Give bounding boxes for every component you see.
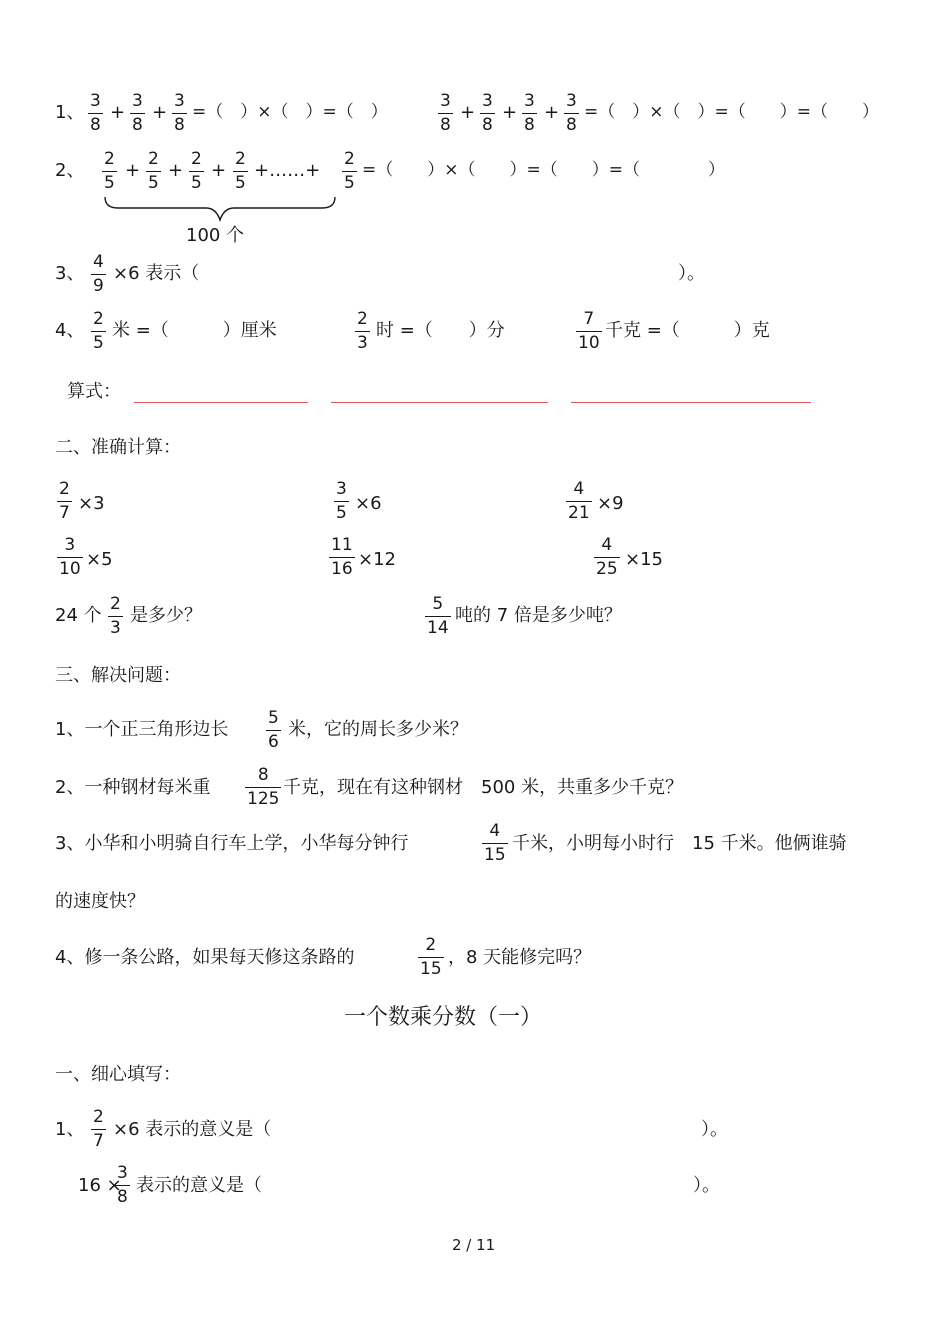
fraction: $\frac{7}{10}$ <box>578 309 600 353</box>
s4-q1-close: ）。 <box>701 1119 728 1140</box>
plus-sign: + <box>211 160 227 181</box>
q3-text: ×6 表示（ <box>113 263 200 284</box>
problem-2-pre: 2、一种钢材每米重 <box>55 777 211 798</box>
problem-4-post: ，8 天能修完吗？ <box>448 947 592 968</box>
q-a-post: 是多少？ <box>130 605 202 626</box>
fraction: $\frac{3}{8}$ <box>566 91 577 135</box>
fraction: $\frac{8}{125}$ <box>247 765 280 809</box>
fraction: $\frac{3}{5}$ <box>336 479 347 523</box>
q2-index: 2、 <box>55 160 85 181</box>
problem-1-post: 米，它的周长多少米？ <box>288 719 468 740</box>
q1-answer-blanks-2: =（ ）×（ ）=（ ）=（ ） <box>584 102 879 122</box>
plus-sign: + <box>502 102 518 123</box>
plus-sign: + <box>168 160 184 181</box>
fraction: $\frac{4}{25}$ <box>596 535 618 579</box>
fraction: $\frac{5}{14}$ <box>427 594 449 638</box>
problem-3-pre: 3、小华和小明骑自行车上学，小华每分钟行 <box>55 833 409 854</box>
ellipsis-plus: +……+ <box>254 160 321 181</box>
fraction: $\frac{3}{8}$ <box>174 91 185 135</box>
fraction: $\frac{3}{8}$ <box>117 1163 128 1207</box>
plus-sign: + <box>125 160 141 181</box>
fraction: $\frac{2}{5}$ <box>344 149 355 193</box>
section4-heading: 一、细心填写： <box>55 1064 181 1085</box>
fraction: $\frac{2}{5}$ <box>93 309 104 353</box>
lesson-title: 一个数乘分数（一） <box>344 1005 543 1030</box>
s4-q1-text: ×6 表示的意义是（ <box>113 1119 272 1140</box>
problem-3-post: 千米，小明每小时行 15 千米。他俩谁骑 <box>512 833 847 854</box>
problem-1-pre: 1、一个正三角形边长 <box>55 719 229 740</box>
q4-index: 4、 <box>55 320 85 341</box>
calc-operator: ×15 <box>625 549 663 570</box>
problem-2-post: 千克，现在有这种钢材 500 米，共重多少千克？ <box>283 777 684 798</box>
fraction: $\frac{3}{8}$ <box>440 91 451 135</box>
fraction: $\frac{2}{5}$ <box>148 149 159 193</box>
fraction: $\frac{2}{5}$ <box>104 149 115 193</box>
fraction: $\frac{2}{5}$ <box>191 149 202 193</box>
fraction: $\frac{2}{7}$ <box>93 1107 104 1151</box>
problem-4-pre: 4、修一条公路，如果每天修这条路的 <box>55 947 355 968</box>
plus-sign: + <box>152 102 168 123</box>
s4-q1-index: 1、 <box>55 1119 85 1140</box>
fraction: $\frac{3}{8}$ <box>90 91 101 135</box>
q4-text-2: 时 =（ ）分 <box>376 320 505 341</box>
fraction: $\frac{2}{7}$ <box>59 479 70 523</box>
underbrace-icon <box>104 196 336 224</box>
problem-3-line2: 的速度快？ <box>55 891 145 912</box>
fraction: $\frac{2}{3}$ <box>357 309 368 353</box>
answer-line <box>571 402 811 403</box>
calc-operator: ×12 <box>358 549 396 570</box>
formula-label: 算式： <box>67 381 121 402</box>
q1-answer-blanks: =（ ）×（ ）=（ ） <box>192 102 388 122</box>
q4-text-3: 千克 =（ ）克 <box>605 320 770 341</box>
q1-index: 1、 <box>55 102 85 123</box>
fraction: $\frac{2}{5}$ <box>235 149 246 193</box>
plus-sign: + <box>544 102 560 123</box>
s4-q1b-text: 表示的意义是（ <box>136 1175 262 1196</box>
calc-operator: ×9 <box>597 493 624 514</box>
fraction: $\frac{3}{8}$ <box>482 91 493 135</box>
q-a-pre: 24 个 <box>55 605 102 626</box>
q-b-post: 吨的 7 倍是多少吨？ <box>455 605 622 626</box>
fraction: $\frac{4}{15}$ <box>484 821 506 865</box>
plus-sign: + <box>110 102 126 123</box>
fraction: $\frac{5}{6}$ <box>268 708 279 752</box>
s4-q1b-close: ）。 <box>693 1175 720 1196</box>
fraction: $\frac{3}{8}$ <box>524 91 535 135</box>
q2-answer-blanks: =（ ）×（ ）=（ ）=（ ） <box>362 160 725 180</box>
s4-q1b-pre: 16 × <box>78 1175 122 1196</box>
fraction: $\frac{11}{16}$ <box>331 535 353 579</box>
page-number: 2 / 11 <box>452 1236 496 1254</box>
answer-line <box>331 402 548 403</box>
fraction: $\frac{2}{15}$ <box>420 935 442 979</box>
q4-text-1: 米 =（ ）厘米 <box>112 320 277 341</box>
calc-operator: ×5 <box>86 549 113 570</box>
answer-line <box>134 402 308 403</box>
fraction: $\frac{3}{8}$ <box>132 91 143 135</box>
q3-index: 3、 <box>55 263 85 284</box>
brace-label: 100 个 <box>186 225 245 246</box>
plus-sign: + <box>460 102 476 123</box>
section2-heading: 二、准确计算： <box>55 437 181 458</box>
section3-heading: 三、解决问题： <box>55 665 181 686</box>
q3-close: ）。 <box>678 263 705 284</box>
fraction: $\frac{4}{21}$ <box>568 479 590 523</box>
fraction: $\frac{2}{3}$ <box>110 594 121 638</box>
fraction: $\frac{3}{10}$ <box>59 535 81 579</box>
fraction: $\frac{4}{9}$ <box>93 252 104 296</box>
calc-operator: ×3 <box>78 493 105 514</box>
calc-operator: ×6 <box>355 493 382 514</box>
